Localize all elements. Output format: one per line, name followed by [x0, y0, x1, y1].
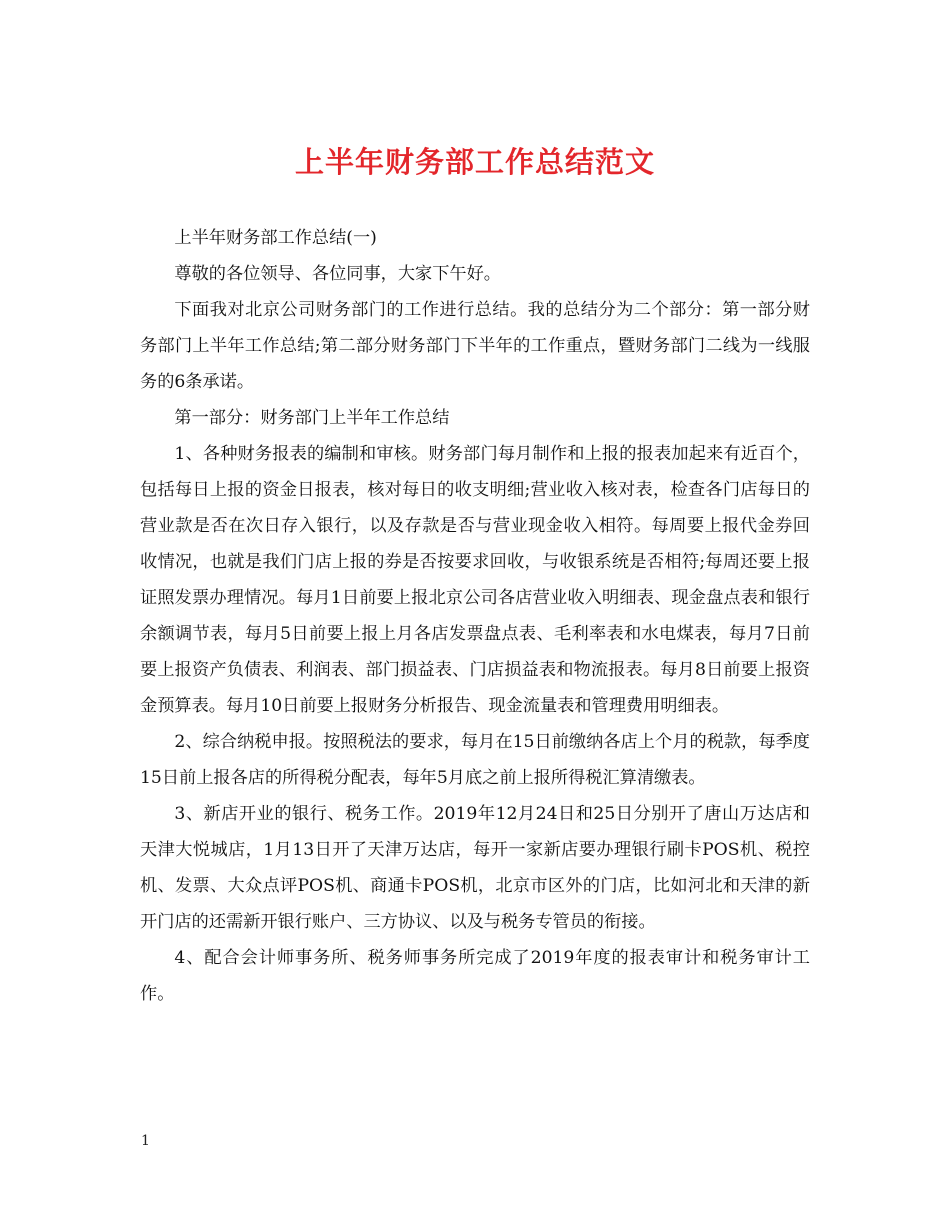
document-title: 上半年财务部工作总结范文 [294, 145, 655, 179]
paragraph-section-heading: 上半年财务部工作总结(一) [174, 228, 377, 248]
paragraph-greeting: 尊敬的各位领导、各位同事，大家下午好。 [174, 264, 501, 284]
paragraph-intro: 下面我对北京公司财务部门的工作进行总结。我的总结分为二个部分：第一部分财务部门上半年工作总结;第二部分财务部门下半年的工作重点，暨财务部门二线为一线服务的6条承诺。 [140, 300, 810, 392]
paragraph-item-2: 2、综合纳税申报。按照税法的要求，每月在15日前缴纳各店上个月的税款，每季度15日前上报各店的所得税分配表，每年5月底之前上报所得税汇算清缴表。 [140, 732, 810, 788]
paragraph-part-one-heading: 第一部分：财务部门上半年工作总结 [174, 408, 450, 428]
document-body [140, 220, 810, 1012]
paragraph-item-1: 1、各种财务报表的编制和审核。财务部门每月制作和上报的报表加起来有近百个，包括每日上报的资金日报表，核对每日的收支明细;营业收入核对表，检查各门店每日的营业款是否在次日存入银行，以及存款是否与营业现金收入相符。每周要上报代金券回收情况，也就是我们门店上报的券是否按要求回收，与收银系统是否相符;每周还要上报证照发票办理情况。每月1日前要上报北京公司各店营业收入明细表、现金盘点表和银行余额调节表，每月5日前要上报上月各店发票盘点表、毛利率表和水电煤表，每月7日前要上报资产负债表、利润表、部门损益表、门店损益表和物流报表。每月8日前要上报资金预算表。每月10日前要上报财务分析报告、现金流量表和管理费用明细表。 [140, 444, 810, 716]
page-number: 1 [141, 1133, 150, 1149]
paragraph-item-3: 3、新店开业的银行、税务工作。2019年12月24日和25日分别开了唐山万达店和天津大悦城店，1月13日开了天津万达店，每开一家新店要办理银行刷卡POS机、税控机、发票、大众点评POS机、商通卡POS机，北京市区外的门店，比如河北和天津的新开门店的还需新开银行账户、三方协议、以及与税务专管员的衔接。 [140, 804, 810, 932]
paragraph-item-4: 4、配合会计师事务所、税务师事务所完成了2019年度的报表审计和税务审计工作。 [140, 948, 810, 1004]
